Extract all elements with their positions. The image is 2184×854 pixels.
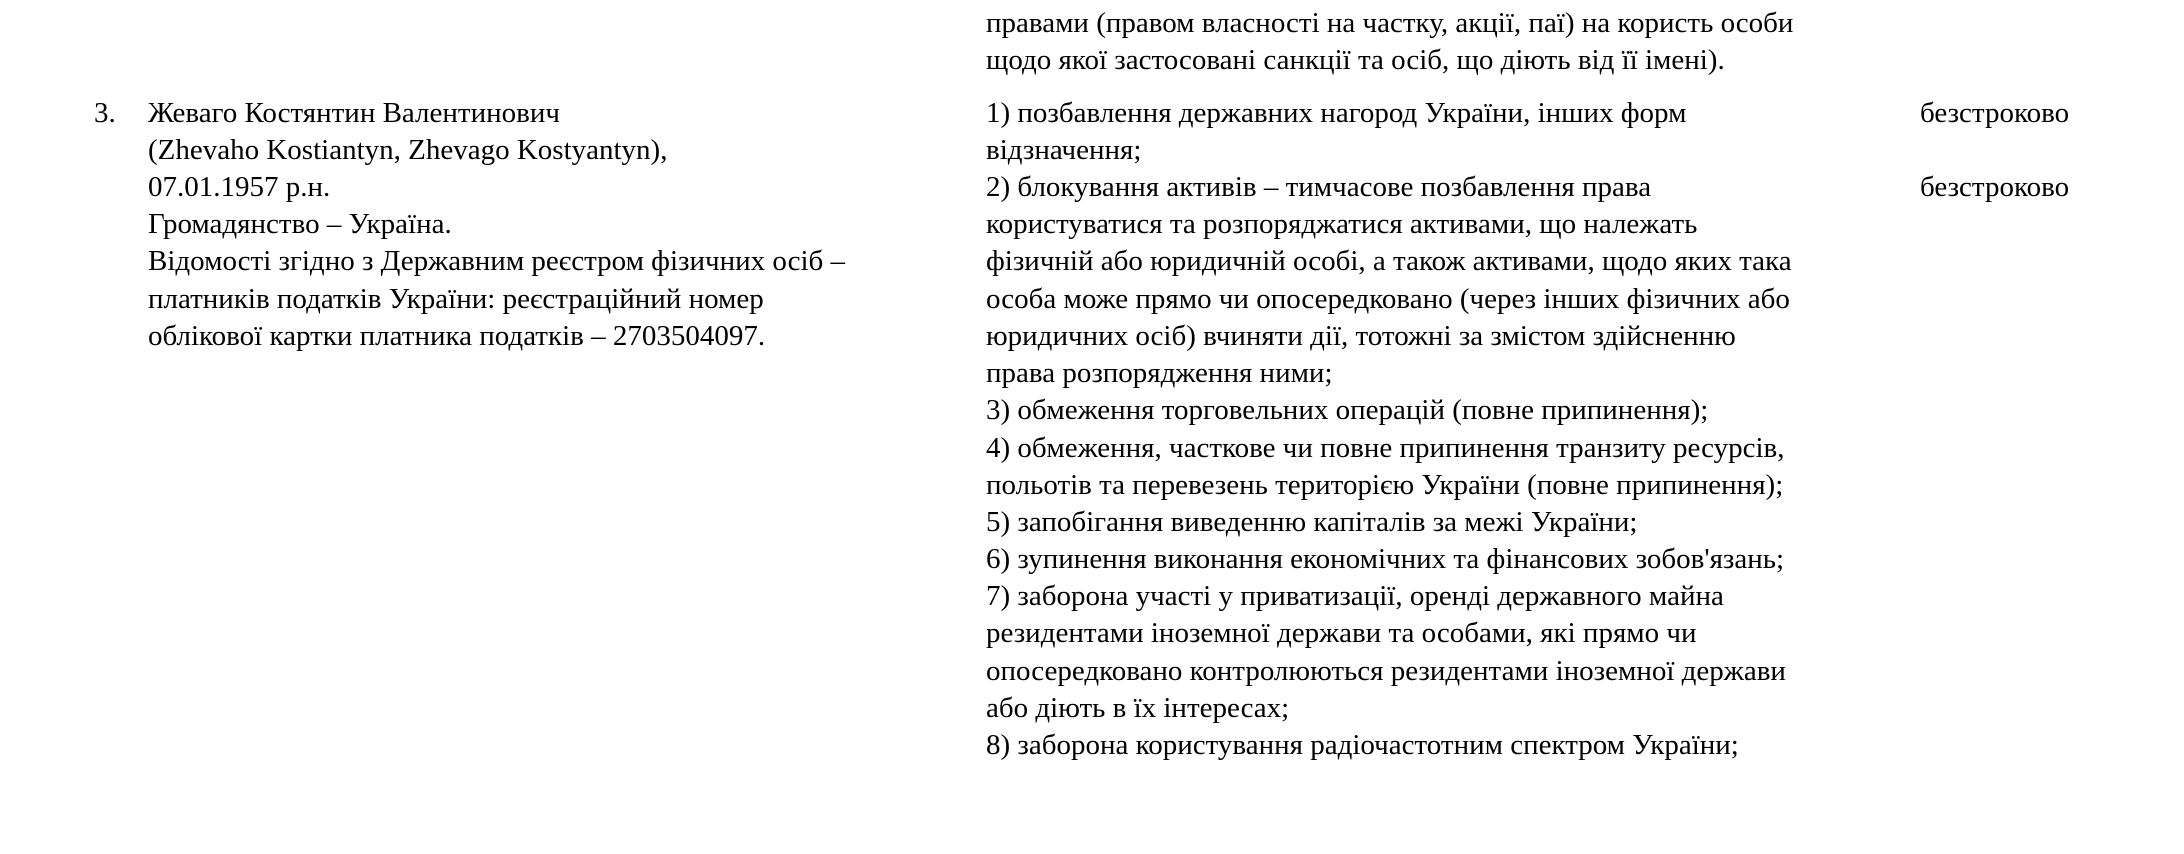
term-measure-2: безстроково: [1920, 171, 2070, 203]
measure-line: фізичній або юридичній особі, а також активами, щодо яких така: [986, 245, 1792, 277]
measure-line: 3) обмеження торговельних операцій (повне припинення);: [986, 394, 1709, 426]
person-citizenship: Громадянство – Україна.: [148, 208, 452, 240]
measure-line: 7) заборона участі у приватизації, оренді державного майна: [986, 580, 1724, 612]
person-registry-line-1: Відомості згідно з Державним реєстром фізичних осіб –: [148, 245, 846, 277]
measure-line: польотів та перевезень територією України (повне припинення);: [986, 469, 1784, 501]
measure-line: резидентами іноземної держави та особами, які прямо чи: [986, 617, 1697, 649]
measure-line: 5) запобігання виведенню капіталів за межі України;: [986, 506, 1638, 538]
measure-line: відзначення;: [986, 134, 1142, 166]
person-birthdate: 07.01.1957 р.н.: [148, 171, 331, 203]
measure-line: або діють в їх інтересах;: [986, 692, 1290, 724]
prev-measure-line-1: правами (правом власності на частку, акції, паї) на користь особи: [986, 7, 1794, 39]
measure-line: юридичних осіб) вчиняти дії, тотожні за змістом здійсненню: [986, 320, 1736, 352]
measure-line: 4) обмеження, часткове чи повне припинення транзиту ресурсів,: [986, 432, 1785, 464]
measure-line: 8) заборона користування радіочастотним спектром України;: [986, 729, 1739, 761]
measure-line: 2) блокування активів – тимчасове позбавлення права: [986, 171, 1652, 203]
measure-line: опосередковано контролюються резидентами іноземної держави: [986, 655, 1786, 687]
person-name: Жеваго Костянтин Валентинович: [148, 97, 560, 129]
measure-line: 1) позбавлення державних нагород України, інших форм: [986, 97, 1687, 129]
person-latin-name: (Zhevaho Kostiantyn, Zhevago Kostyantyn),: [148, 134, 668, 166]
measure-line: користуватися та розпоряджатися активами, що належать: [986, 208, 1698, 240]
term-measure-1: безстроково: [1920, 97, 2070, 129]
entry-number: 3.: [94, 97, 116, 129]
measure-line: особа може прямо чи опосередковано (через інших фізичних або: [986, 283, 1790, 315]
measure-line: права розпорядження ними;: [986, 357, 1333, 389]
person-registry-line-2: платників податків України: реєстраційний номер: [148, 283, 764, 315]
person-tax-number: облікової картки платника податків – 2703504097.: [148, 320, 766, 352]
measure-line: 6) зупинення виконання економічних та фінансових зобов'язань;: [986, 543, 1785, 575]
prev-measure-line-2: щодо якої застосовані санкції та осіб, що діють від її імені).: [986, 44, 1725, 76]
